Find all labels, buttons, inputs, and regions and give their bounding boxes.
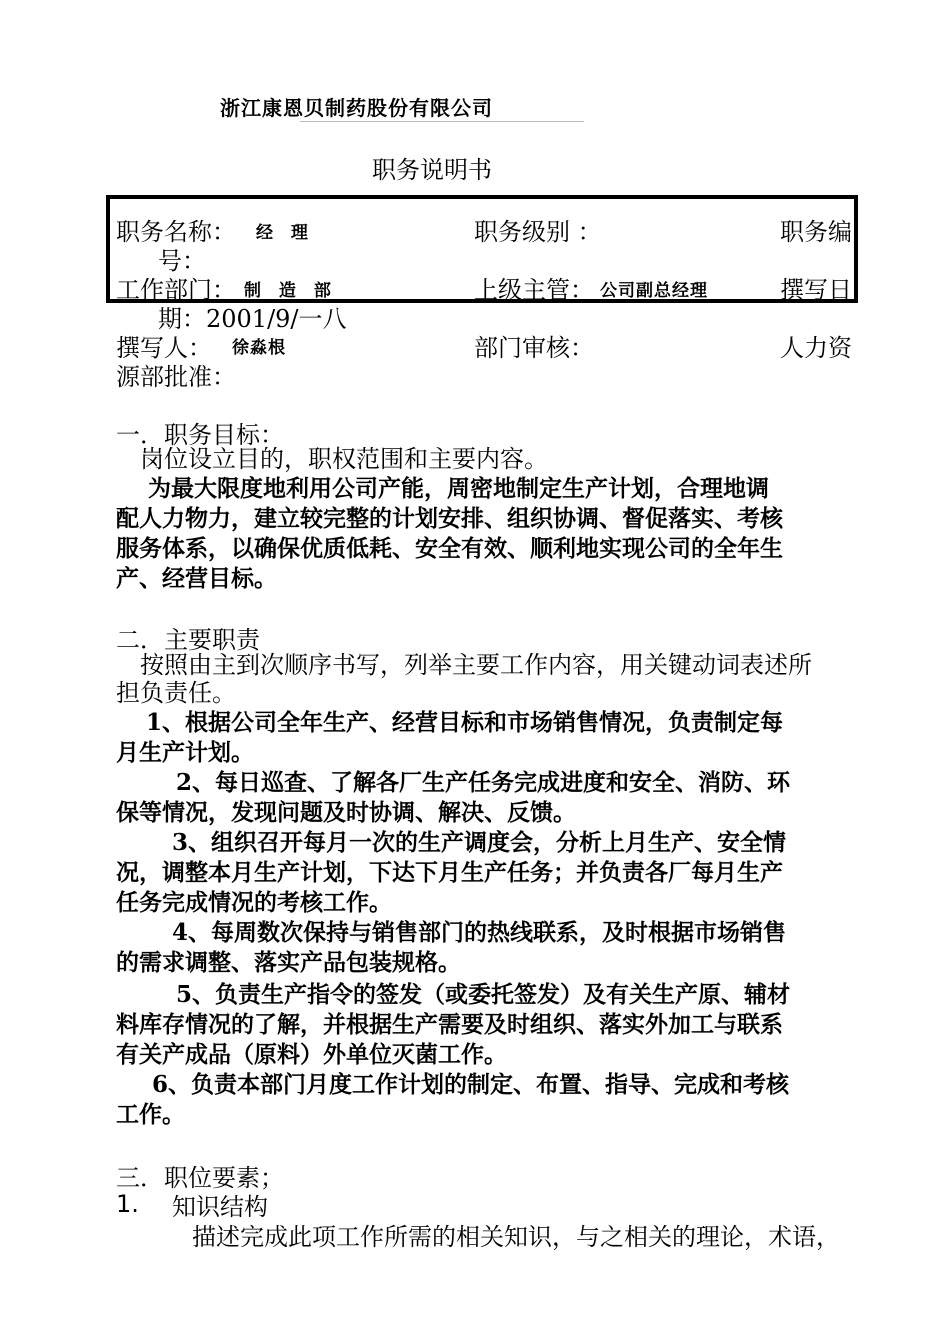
hr-approval-label-cont: 源部批准： xyxy=(116,363,236,391)
duty-item-6: 6、负责本部门月度工作计划的制定、布置、指导、完成和考核 xyxy=(152,1071,790,1098)
job-number-label: 职务编 xyxy=(780,218,852,246)
section2-description: 按照由主到次顺序书写，列举主要工作内容，用关键动词表述所 xyxy=(140,651,812,679)
section2-description-cont: 担负责任。 xyxy=(116,679,236,707)
hr-approval-label: 人力资 xyxy=(780,334,852,362)
department-value: 制 造 部 xyxy=(244,281,337,301)
duty-item-5-cont: 有关产成品（原料）外单位灭菌工作。 xyxy=(116,1041,507,1068)
section1-text-line: 产、经营目标。 xyxy=(116,565,277,592)
company-name: 浙江康恩贝制药股份有限公司 xyxy=(220,96,493,120)
subsection-description: 描述完成此项工作所需的相关知识，与之相关的理论，术语， xyxy=(192,1223,840,1251)
duty-item-4-cont: 的需求调整、落实产品包装规格。 xyxy=(116,949,461,976)
author-label: 撰写人： xyxy=(116,334,212,362)
duty-item-2-cont: 保等情况，发现问题及时协调、解决、反馈。 xyxy=(116,799,576,826)
job-name-value: 经 理 xyxy=(256,223,314,243)
duty-item-2: 2、每日巡查、了解各厂生产任务完成进度和安全、消防、环 xyxy=(176,769,791,796)
document-title: 职务说明书 xyxy=(372,156,492,184)
section1-heading: 一．职务目标： xyxy=(116,421,284,449)
section3-heading: 三．职位要素； xyxy=(116,1164,284,1192)
duty-item-6-cont: 工作。 xyxy=(116,1101,185,1128)
duty-item-1-cont: 月生产计划。 xyxy=(116,739,254,766)
subsection-number: 1. xyxy=(116,1190,139,1218)
write-date-label: 撰写日 xyxy=(780,276,852,304)
section2-heading: 二．主要职责 xyxy=(116,626,260,654)
duty-item-5-cont: 料库存情况的了解，并根据生产需要及时组织、落实外加工与联系 xyxy=(116,1011,783,1038)
job-name-label: 职务名称： xyxy=(116,218,236,246)
duty-item-5: 5、负责生产指令的签发（或委托签发）及有关生产原、辅材 xyxy=(176,981,791,1008)
section1-description: 岗位设立目的，职权范围和主要内容。 xyxy=(140,445,548,473)
section1-text-line: 配人力物力，建立较完整的计划安排、组织协调、督促落实、考核 xyxy=(116,505,783,532)
duty-item-1: 1、根据公司全年生产、经营目标和市场销售情况，负责制定每 xyxy=(146,709,784,736)
author-value: 徐淼根 xyxy=(232,338,286,358)
superior-label: 上级主管： xyxy=(474,276,594,304)
section1-text-line: 为最大限度地利用公司产能，周密地制定生产计划，合理地调 xyxy=(148,475,769,502)
company-underline xyxy=(300,121,584,122)
superior-value: 公司副总经理 xyxy=(600,281,708,301)
write-date-value: 期：2001/9/一八 xyxy=(158,305,347,333)
duty-item-3-cont: 况，调整本月生产计划，下达下月生产任务；并负责各厂每月生产 xyxy=(116,859,783,886)
department-label: 工作部门： xyxy=(116,276,236,304)
job-number-label-cont: 号： xyxy=(158,247,206,275)
duty-item-3-cont: 任务完成情况的考核工作。 xyxy=(116,889,392,916)
duty-item-3: 3、组织召开每月一次的生产调度会，分析上月生产、安全情 xyxy=(172,829,787,856)
job-level-label: 职务级别 ： xyxy=(474,218,602,246)
subsection-title: 知识结构 xyxy=(172,1193,268,1221)
duty-item-4: 4、每周数次保持与销售部门的热线联系，及时根据市场销售 xyxy=(172,919,787,946)
dept-review-label: 部门审核： xyxy=(474,334,594,362)
section1-text-line: 服务体系，以确保优质低耗、安全有效、顺利地实现公司的全年生 xyxy=(116,535,783,562)
